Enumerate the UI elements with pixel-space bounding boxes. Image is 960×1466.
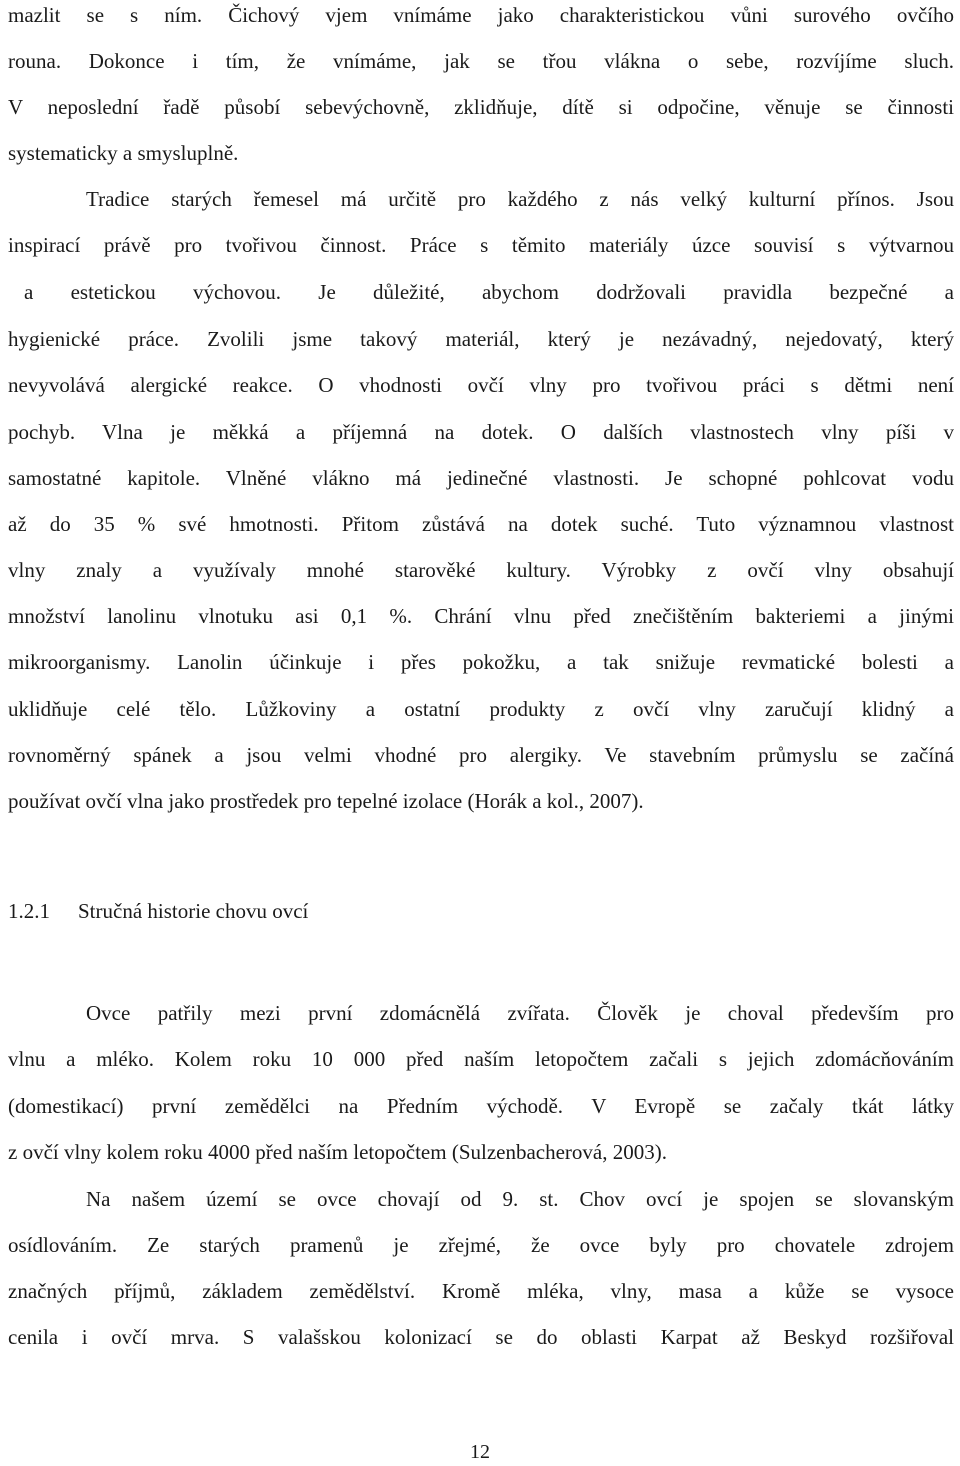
- text-line: V neposlední řadě působí sebevýchovně, zklidňuje, dítě si odpočine, věnuje se činnosti: [8, 95, 954, 119]
- text-line: cenila i ovčí mrva. S valašskou kolonizací se do oblasti Karpat až Beskyd rozšiřoval: [8, 1325, 954, 1349]
- text-line: Ovce patřily mezi první zdomácnělá zvířata. Člověk je choval především pro: [86, 1001, 954, 1025]
- text-line: množství lanolinu vlnotuku asi 0,1 %. Chrání vlnu před znečištěním bakteriemi a jinými: [8, 604, 954, 628]
- text-line: z ovčí vlny kolem roku 4000 před naším letopočtem (Sulzenbacherová, 2003).: [8, 1140, 667, 1164]
- text-line: osídlováním. Ze starých pramenů je zřejmé, že ovce byly pro chovatele zdrojem: [8, 1233, 954, 1257]
- text-line: samostatné kapitole. Vlněné vlákno má jedinečné vlastnosti. Je schopné pohlcovat vodu: [8, 466, 954, 490]
- text-line: Na našem území se ovce chovají od 9. st. Chov ovcí je spojen se slovanským: [86, 1187, 954, 1211]
- text-line: mazlit se s ním. Čichový vjem vnímáme jako charakteristickou vůni surového ovčího: [8, 3, 954, 27]
- text-line: pochyb. Vlna je měkká a příjemná na dotek. O dalších vlastnostech vlny píši v: [8, 420, 954, 444]
- text-line: vlny znaly a využívaly mnohé starověké kultury. Výrobky z ovčí vlny obsahují: [8, 558, 954, 582]
- section-number: 1.2.1: [8, 899, 50, 923]
- text-line: inspirací právě pro tvořivou činnost. Práce s těmito materiály úzce souvisí s výtvarnou: [8, 233, 954, 257]
- text-line: hygienické práce. Zvolili jsme takový materiál, který je nezávadný, nejedovatý, který: [8, 327, 954, 351]
- page-number: 12: [470, 1441, 490, 1463]
- text-line: nevyvolává alergické reakce. O vhodnosti ovčí vlny pro tvořivou práci s dětmi není: [8, 373, 954, 397]
- text-line: a estetickou výchovou. Je důležité, abychom dodržovali pravidla bezpečné a: [24, 280, 954, 304]
- text-line: rovnoměrný spánek a jsou velmi vhodné pro alergiky. Ve stavebním průmyslu se začíná: [8, 743, 954, 767]
- section-title: Stručná historie chovu ovcí: [78, 899, 309, 923]
- text-line: uklidňuje celé tělo. Lůžkoviny a ostatní produkty z ovčí vlny zaručují klidný a: [8, 697, 954, 721]
- text-line: vlnu a mléko. Kolem roku 10 000 před naším letopočtem začali s jejich zdomácňováním: [8, 1047, 954, 1071]
- text-line: mikroorganismy. Lanolin účinkuje i přes pokožku, a tak snižuje revmatické bolesti a: [8, 650, 954, 674]
- text-line: značných příjmů, základem zemědělství. Kromě mléka, vlny, masa a kůže se vysoce: [8, 1279, 954, 1303]
- text-line: (domestikací) první zemědělci na Předním východě. V Evropě se začaly tkát látky: [8, 1094, 954, 1118]
- text-line: až do 35 % své hmotnosti. Přitom zůstává na dotek suché. Tuto významnou vlastnost: [8, 512, 954, 536]
- text-line: používat ovčí vlna jako prostředek pro tepelné izolace (Horák a kol., 2007).: [8, 789, 644, 813]
- text-line: rouna. Dokonce i tím, že vnímáme, jak se třou vlákna o sebe, rozvíjíme sluch.: [8, 49, 954, 73]
- text-line: systematicky a smysluplně.: [8, 141, 239, 165]
- section-heading: [8, 896, 308, 926]
- text-line: Tradice starých řemesel má určitě pro každého z nás velký kulturní přínos. Jsou: [86, 187, 954, 211]
